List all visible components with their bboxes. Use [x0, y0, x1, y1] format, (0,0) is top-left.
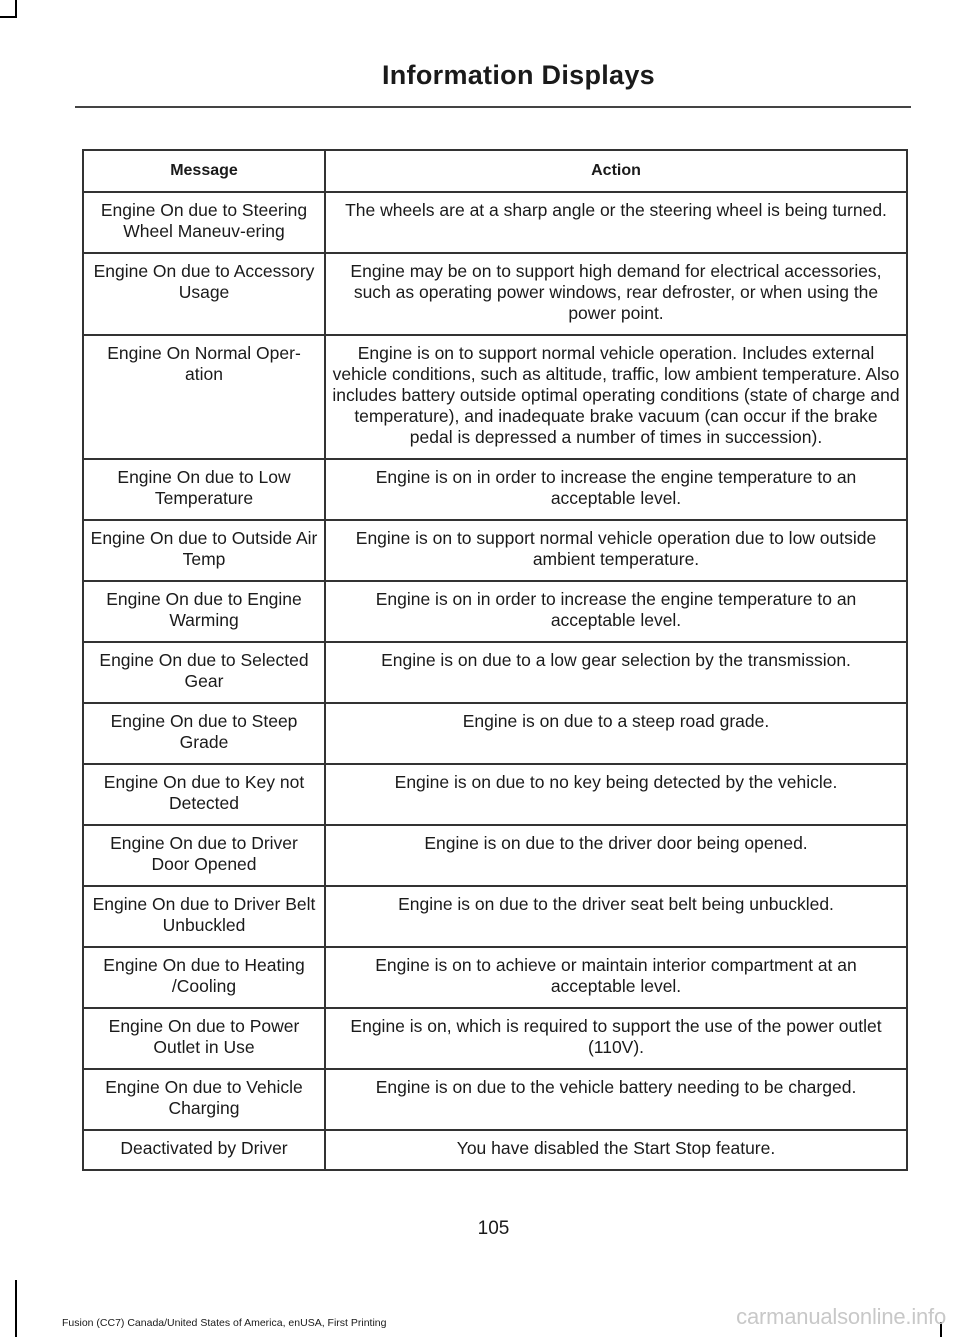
table-row [83, 335, 907, 459]
message-cell: Engine On due to Driver Door Opened [83, 825, 325, 886]
table-row [83, 886, 907, 947]
action-cell: Engine is on to achieve or maintain interior compartment at an acceptable level. [325, 947, 907, 1008]
action-cell: Engine is on, which is required to support the use of the power outlet (110V). [325, 1008, 907, 1069]
action-cell: The wheels are at a sharp angle or the steering wheel is being turned. [325, 192, 907, 253]
message-cell: Engine On due to Selected Gear [83, 642, 325, 703]
table-row [83, 192, 907, 253]
action-cell: Engine is on due to a steep road grade. [325, 703, 907, 764]
table-row [83, 703, 907, 764]
message-cell: Engine On due to Accessory Usage [83, 253, 325, 335]
page-number: 105 [477, 1218, 510, 1239]
message-cell: Deactivated by Driver [83, 1130, 325, 1170]
crop-mark-bottom-left [15, 1280, 17, 1337]
messages-table [82, 149, 908, 1171]
publication-footer: Fusion (CC7) Canada/United States of America, enUSA, First Printing [62, 1317, 387, 1329]
message-cell: Engine On due to Steering Wheel Maneuv-ering [83, 192, 325, 253]
message-cell: Engine On due to Driver Belt Unbuckled [83, 886, 325, 947]
message-cell: Engine On due to Vehicle Charging [83, 1069, 325, 1130]
crop-mark-top-left [15, 0, 17, 17]
table-row [83, 947, 907, 1008]
table-row [83, 1008, 907, 1069]
action-cell: Engine is on to support normal vehicle operation due to low outside ambient temperature. [325, 520, 907, 581]
action-cell: Engine may be on to support high demand for electrical accessories, such as operating power windows, rear defroster, or when using the power point. [325, 253, 907, 335]
action-cell: You have disabled the Start Stop feature. [325, 1130, 907, 1170]
message-cell: Engine On due to Key not Detected [83, 764, 325, 825]
message-cell: Engine On due to Outside Air Temp [83, 520, 325, 581]
crop-mark-top-left-horizontal [0, 16, 17, 18]
page-title: Information Displays [381, 60, 655, 90]
message-cell: Engine On due to Heating /Cooling [83, 947, 325, 1008]
action-cell: Engine is on due to a low gear selection by the transmission. [325, 642, 907, 703]
message-cell: Engine On Normal Oper-ation [83, 335, 325, 459]
table-row [83, 1069, 907, 1130]
message-cell: Engine On due to Engine Warming [83, 581, 325, 642]
message-cell: Engine On due to Power Outlet in Use [83, 1008, 325, 1069]
column-header-action: Action [325, 150, 907, 192]
action-cell: Engine is on due to no key being detected by the vehicle. [325, 764, 907, 825]
table-row [83, 253, 907, 335]
action-cell: Engine is on in order to increase the engine temperature to an acceptable level. [325, 581, 907, 642]
table-row [83, 642, 907, 703]
action-cell: Engine is on due to the vehicle battery needing to be charged. [325, 1069, 907, 1130]
table-row [83, 459, 907, 520]
title-divider [75, 106, 911, 108]
watermark[interactable]: carmanualsonline.info [736, 1304, 946, 1329]
action-cell: Engine is on in order to increase the engine temperature to an acceptable level. [325, 459, 907, 520]
table-row [83, 520, 907, 581]
action-cell: Engine is on to support normal vehicle operation. Includes external vehicle conditions, such as altitude, traffic, low ambient temperature. Also includes battery outside optimal operating conditions (state of charge and temperature), and inadequate brake vacuum (can occur if the brake pedal is depressed a number of times in succession). [325, 335, 907, 459]
column-header-message: Message [83, 150, 325, 192]
action-cell: Engine is on due to the driver seat belt being unbuckled. [325, 886, 907, 947]
table-row [83, 825, 907, 886]
table-row [83, 581, 907, 642]
message-cell: Engine On due to Steep Grade [83, 703, 325, 764]
table-row [83, 1130, 907, 1170]
table-header-row [83, 150, 907, 192]
action-cell: Engine is on due to the driver door being opened. [325, 825, 907, 886]
message-cell: Engine On due to Low Temperature [83, 459, 325, 520]
table-row [83, 764, 907, 825]
